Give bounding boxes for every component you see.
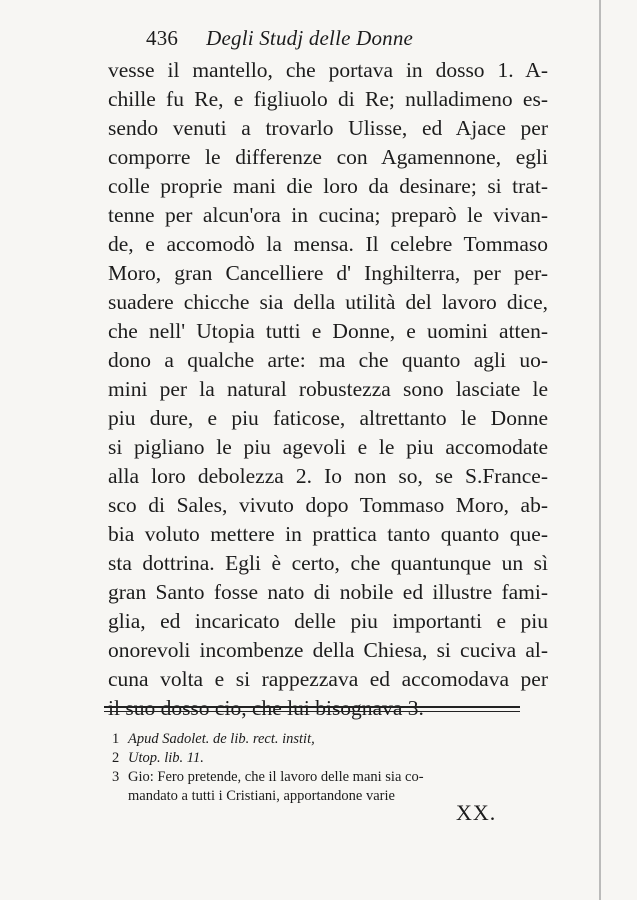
footnote: [112, 749, 530, 768]
text-line: de, e accomodò la mensa. Il celebre Tommaso: [108, 232, 548, 256]
text-line: bia voluto mettere in prattica tanto quanto que-: [108, 522, 548, 546]
catchword: XX.: [456, 800, 497, 825]
footnotes: [112, 730, 530, 806]
footnote-marker: 2: [112, 750, 120, 766]
text-line: comporre le differenze con Agamennone, egli: [108, 145, 548, 169]
text-line: il suo dosso cio, che lui bisognava 3.: [108, 696, 424, 720]
text-line: dono a qualche arte: ma che quanto agli uo-: [108, 348, 548, 372]
text-line: si pigliano le piu agevoli e le piu accomodate: [108, 435, 548, 459]
text-line: mini per la natural robustezza sono lasciate le: [108, 377, 548, 401]
page-edge: [599, 0, 601, 900]
footnote: [112, 768, 530, 787]
body-text: [108, 56, 548, 723]
text-line: Moro, gran Cancelliere d' Inghilterra, per per-: [108, 261, 548, 285]
text-line: suadere chicche sia della utilità del lavoro dice,: [108, 290, 548, 314]
text-line: sco di Sales, vivuto dopo Tommaso Moro, ab-: [108, 493, 548, 517]
text-line: sta dottrina. Egli è certo, che quantunque un sì: [108, 551, 548, 575]
text-line: cuna volta e si rappezzava ed accomodava per: [108, 667, 548, 691]
text-line: tenne per alcun'ora in cucina; preparò le vivan-: [108, 203, 548, 227]
footnote-text: Apud Sadolet. de lib. rect. instit,: [128, 731, 315, 747]
footnote: [112, 730, 530, 749]
footnote-text: Gio: Fero pretende, che il lavoro delle mani sia co-: [128, 769, 424, 785]
footnote-rule: [104, 706, 520, 712]
text-line: gran Santo fosse nato di nobile ed illustre fami-: [108, 580, 548, 604]
running-header: [146, 26, 413, 51]
text-line: chille fu Re, e figliuolo di Re; nulladimeno es-: [108, 87, 548, 111]
page-number: 436: [146, 26, 179, 50]
text-line: vesse il mantello, che portava in dosso 1. A-: [108, 58, 548, 82]
footnote-marker: 3: [112, 769, 120, 785]
text-line: onorevoli incombenze della Chiesa, si cuciva al-: [108, 638, 548, 662]
text-line: glia, ed incaricato delle piu importanti e piu: [108, 609, 548, 633]
text-line: colle proprie mani die loro da desinare; si trat-: [108, 174, 548, 198]
footnote-marker: 1: [112, 731, 120, 747]
text-line: sendo venuti a trovarlo Ulisse, ed Ajace per: [108, 116, 548, 140]
running-title: Degli Studj delle Donne: [206, 26, 414, 50]
footnote-text: mandato a tutti i Cristiani, apportandone varie: [128, 788, 395, 804]
text-line: alla loro debolezza 2. Io non so, se S.France-: [108, 464, 548, 488]
text-line: che nell' Utopia tutti e Donne, e uomini atten-: [108, 319, 548, 343]
text-line: piu dure, e piu faticose, altrettanto le Donne: [108, 406, 548, 430]
footnote-text: Utop. lib. 11.: [128, 750, 204, 766]
